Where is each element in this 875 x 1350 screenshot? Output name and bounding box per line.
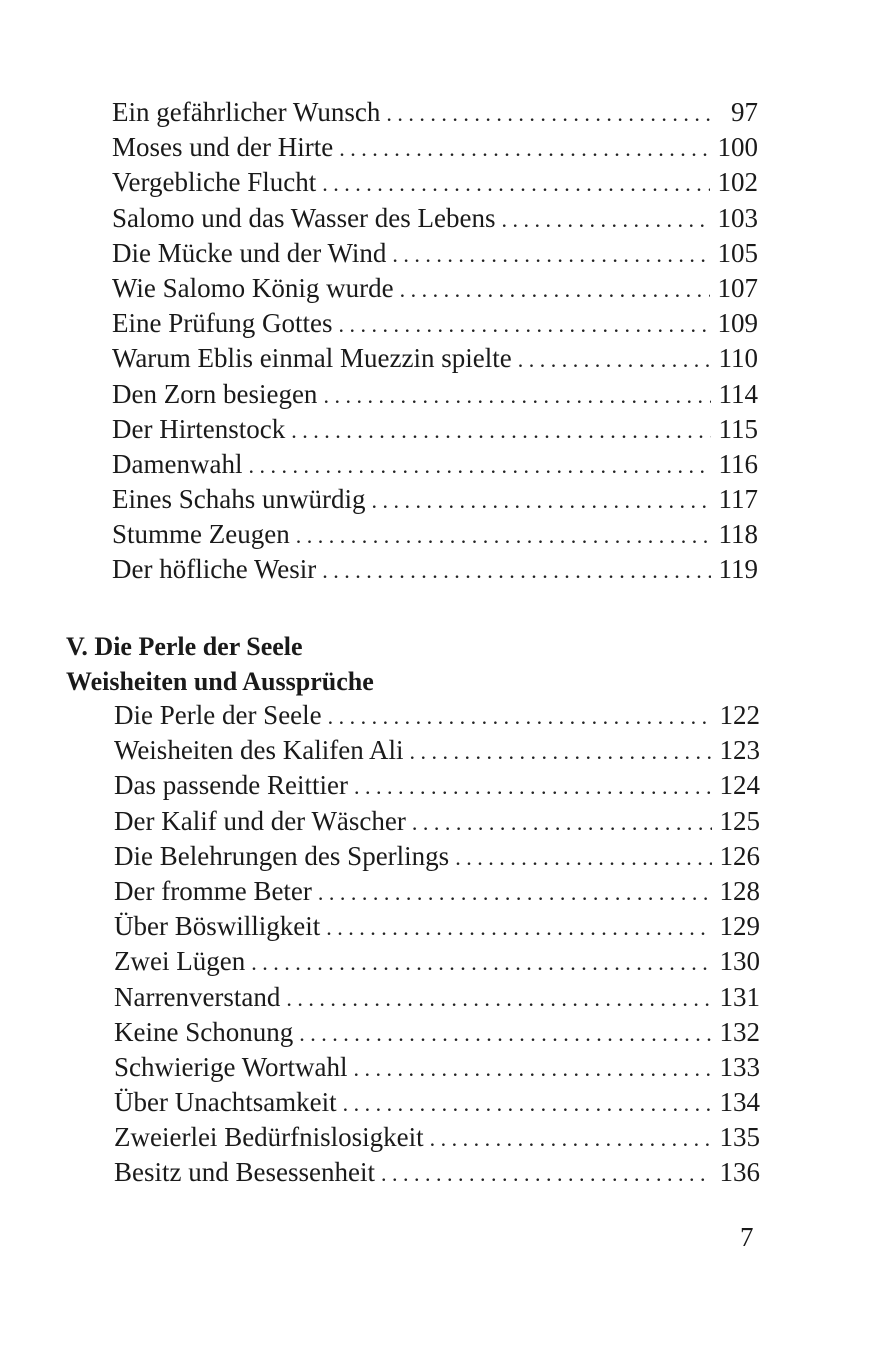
toc-entry-page: 129 [719, 911, 760, 942]
dot-leader [392, 237, 709, 272]
toc-entry [114, 839, 760, 874]
dot-leader [328, 699, 712, 734]
toc-entry-title: Wie Salomo König wurde [112, 272, 394, 303]
toc-entry-title: Stumme Zeugen [112, 519, 290, 550]
toc-entry [112, 377, 758, 412]
toc-entry [114, 980, 760, 1015]
toc-entry-title: Eine Prüfung Gottes [112, 308, 333, 339]
toc-entry-title: Warum Eblis einmal Muezzin spielte [112, 343, 512, 374]
toc-entry-page: 102 [717, 167, 758, 198]
toc-entry-page: 136 [719, 1157, 760, 1188]
toc-entry-title: Keine Schonung [114, 1016, 294, 1047]
toc-entry-page: 110 [718, 343, 758, 374]
dot-leader [296, 518, 711, 553]
toc-entry-page: 116 [718, 448, 758, 479]
toc-entry [114, 698, 760, 733]
toc-entry-title: Der Hirtenstock [112, 413, 286, 444]
toc-entry-page: 109 [717, 308, 758, 339]
dot-leader [248, 448, 710, 483]
dot-leader [338, 307, 709, 342]
toc-entry [112, 482, 758, 517]
toc-entry-page: 131 [719, 981, 760, 1012]
dot-leader [354, 1051, 712, 1086]
toc-entry-title: Der höfliche Wesir [112, 554, 317, 585]
toc-entry-page: 125 [719, 805, 760, 836]
page-number: 7 [740, 1222, 754, 1252]
toc-entry-page: 122 [719, 700, 760, 730]
toc-entry-page: 126 [719, 840, 760, 871]
toc-entry [112, 552, 758, 587]
dot-leader [381, 1156, 712, 1191]
dot-leader [326, 910, 711, 945]
dot-leader [299, 1016, 711, 1051]
toc-entry [112, 447, 758, 482]
section-subheading: Weisheiten und Aussprüche [66, 667, 374, 696]
toc-entry-title: Den Zorn besiegen [112, 378, 318, 409]
toc-entry-page: 107 [717, 272, 758, 303]
toc-entry [114, 1085, 760, 1120]
toc-entry-page: 132 [719, 1016, 760, 1047]
toc-entry-title: Zweierlei Bedürfnislosigkeit [114, 1122, 424, 1153]
section-heading: V. Die Perle der Seele [66, 632, 303, 661]
toc-entry [114, 909, 760, 944]
dot-leader [339, 131, 709, 166]
toc-entry-title: Salomo und das Wasser des Lebens [112, 202, 496, 233]
toc-entry-title: Die Mücke und der Wind [112, 237, 387, 268]
toc-entry-page: 133 [719, 1051, 760, 1082]
toc-entry [114, 733, 760, 768]
toc-entry [112, 130, 758, 165]
toc-entry [112, 517, 758, 552]
toc-entry [112, 95, 758, 130]
toc-entry [114, 874, 760, 909]
toc-entry-title: Weisheiten des Kalifen Ali [114, 735, 404, 766]
toc-entry [114, 768, 760, 803]
dot-leader [291, 413, 710, 448]
toc-entry-title: Das passende Reittier [114, 770, 348, 801]
dot-leader [410, 734, 712, 769]
toc-entry-page: 128 [719, 875, 760, 906]
toc-entry [114, 804, 760, 839]
dot-leader [354, 769, 712, 804]
toc-entry [112, 201, 758, 236]
dot-leader [430, 1121, 712, 1156]
toc-entry-page: 135 [719, 1122, 760, 1153]
dot-leader [322, 166, 709, 201]
toc-entry-page: 103 [717, 202, 758, 233]
toc-entry-page: 97 [731, 97, 758, 127]
toc-entry-title: Ein gefährlicher Wunsch [112, 97, 381, 127]
dot-leader [386, 96, 712, 131]
toc-list-part2 [114, 698, 760, 1191]
toc-entry-title: Der Kalif und der Wäscher [114, 805, 406, 836]
toc-entry [114, 1120, 760, 1155]
toc-entry [114, 1155, 760, 1190]
dot-leader [323, 378, 710, 413]
dot-leader [412, 805, 712, 840]
toc-entry [112, 412, 758, 447]
dot-leader [322, 553, 710, 588]
toc-entry-title: Vergebliche Flucht [112, 167, 317, 198]
toc-entry [112, 341, 758, 376]
dot-leader [343, 1086, 712, 1121]
toc-entry-title: Der fromme Beter [114, 875, 312, 906]
dot-leader [518, 342, 711, 377]
toc-entry-title: Über Unachtsamkeit [114, 1087, 337, 1118]
toc-entry-page: 130 [719, 946, 760, 977]
toc-entry [112, 306, 758, 341]
dot-leader [371, 483, 710, 518]
dot-leader [400, 272, 710, 307]
toc-entry-page: 118 [718, 519, 758, 550]
toc-entry-title: Zwei Lügen [114, 946, 246, 977]
toc-entry-title: Schwierige Wortwahl [114, 1051, 348, 1082]
toc-entry-page: 124 [719, 770, 760, 801]
toc-entry-page: 100 [717, 132, 758, 163]
dot-leader [286, 981, 711, 1016]
toc-entry-page: 123 [719, 735, 760, 766]
dot-leader [502, 202, 710, 237]
toc-entry-page: 114 [718, 378, 758, 409]
toc-list-part1 [112, 95, 758, 588]
toc-entry [114, 944, 760, 979]
dot-leader [455, 840, 711, 875]
toc-entry-page: 105 [717, 237, 758, 268]
toc-entry [112, 236, 758, 271]
toc-entry-page: 117 [718, 484, 758, 515]
toc-entry [112, 271, 758, 306]
toc-entry [112, 165, 758, 200]
toc-entry-title: Narrenverstand [114, 981, 281, 1012]
toc-entry-page: 134 [719, 1087, 760, 1118]
dot-leader [251, 945, 711, 980]
toc-entry-title: Besitz und Besessenheit [114, 1157, 375, 1188]
toc-entry [114, 1015, 760, 1050]
toc-entry-title: Damenwahl [112, 448, 243, 479]
toc-entry [114, 1050, 760, 1085]
toc-entry-page: 119 [718, 554, 758, 585]
dot-leader [318, 875, 712, 910]
toc-entry-title: Über Böswilligkeit [114, 911, 321, 942]
toc-entry-title: Die Perle der Seele [114, 700, 322, 730]
toc-entry-page: 115 [718, 413, 758, 444]
toc-entry-title: Die Belehrungen des Sperlings [114, 840, 450, 871]
toc-entry-title: Eines Schahs unwürdig [112, 484, 366, 515]
toc-entry-title: Moses und der Hirte [112, 132, 334, 163]
